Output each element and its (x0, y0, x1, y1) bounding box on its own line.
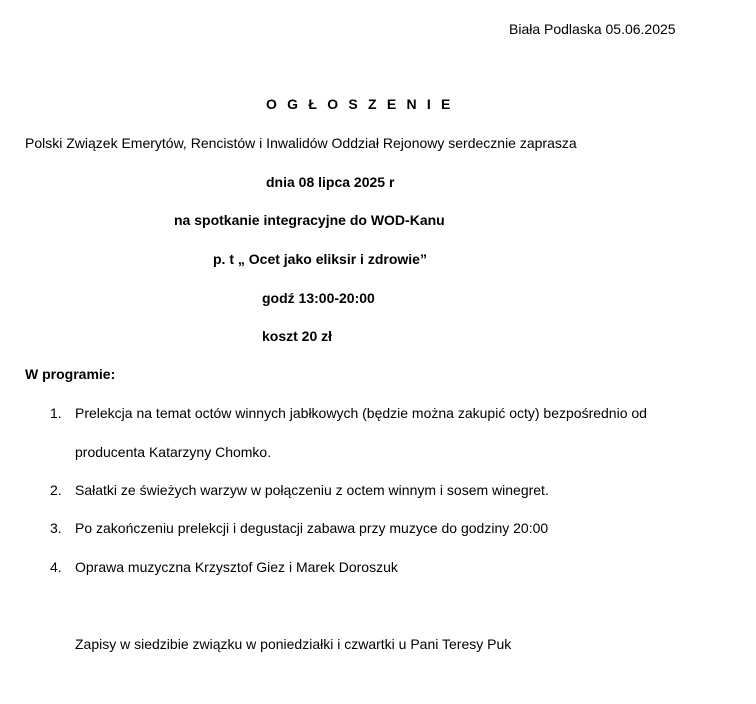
list-item-number: 4. (50, 559, 62, 575)
list-item-text: Po zakończeniu prelekcji i degustacji zabawa przy muzyce do godziny 20:00 (75, 520, 549, 536)
list-item-number: 3. (50, 520, 62, 536)
list-item-number: 2. (50, 482, 62, 498)
event-cost: koszt 20 zł (262, 328, 333, 344)
event-hours: godź 13:00-20:00 (262, 290, 375, 306)
place-and-date: Biała Podlaska 05.06.2025 (509, 21, 676, 37)
list-item-text-continued: producenta Katarzyny Chomko. (75, 444, 272, 460)
event-meeting: na spotkanie integracyjne do WOD-Kanu (174, 212, 445, 228)
announcement-title: O G Ł O S Z E N I E (266, 96, 454, 112)
event-date: dnia 08 lipca 2025 r (266, 174, 395, 190)
list-item-text: Prelekcja na temat octów winnych jabłkowych (będzie można zakupić octy) bezpośrednio od (75, 405, 647, 421)
event-theme: p. t „ Ocet jako eliksir i zdrowie” (213, 251, 427, 267)
signup-info: Zapisy w siedzibie związku w poniedziałki i czwartki u Pani Teresy Puk (75, 636, 512, 652)
list-item-number: 1. (50, 405, 62, 421)
program-heading: W programie: (25, 366, 116, 382)
list-item-text: Sałatki ze świeżych warzyw w połączeniu z octem winnym i sosem winegret. (75, 482, 549, 498)
list-item-text: Oprawa muzyczna Krzysztof Giez i Marek Doroszuk (75, 559, 398, 575)
intro-text: Polski Związek Emerytów, Rencistów i Inwalidów Oddział Rejonowy serdecznie zaprasza (25, 135, 577, 151)
